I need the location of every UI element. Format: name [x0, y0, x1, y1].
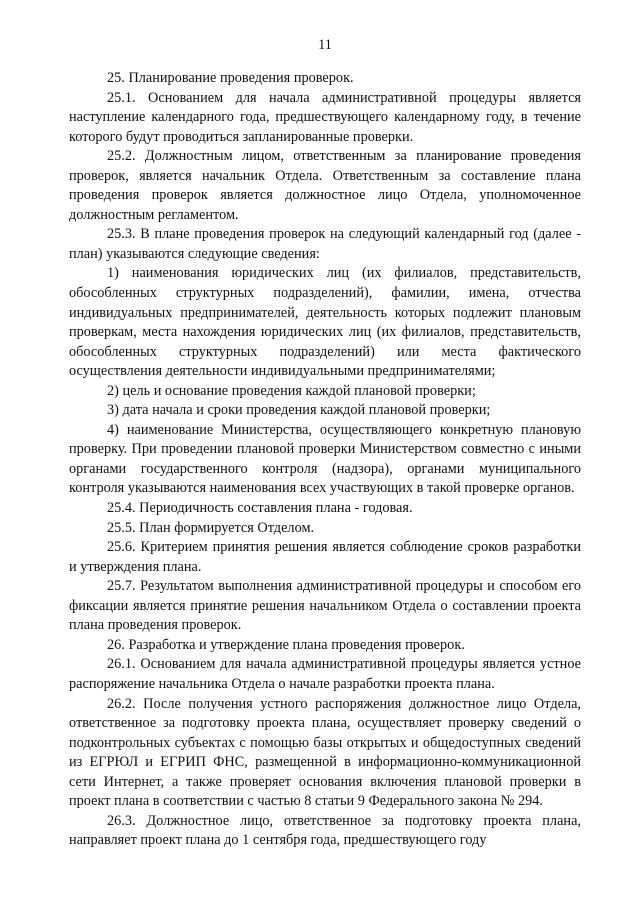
paragraph-25-5: 25.5. План формируется Отделом.: [107, 519, 315, 536]
list-item-3: 3) дата начала и сроки проведения каждой плановой проверки;: [107, 402, 491, 419]
page-number: 11: [318, 37, 332, 53]
document-body: [69, 69, 581, 851]
list-item-2: 2) цель и основание проведения каждой плановой проверки;: [107, 382, 476, 399]
paragraph-25-7: 25.7. Результатом выполнения административной процедуры и способом его фиксации является принятие решения начальником Отдела о составлении проекта плана проведения проверок.: [69, 578, 581, 634]
paragraph-26-3: 26.3. Должностное лицо, ответственное за подготовку проекта плана, направляет проект плана до 1 сентября года, предшествующего году: [69, 812, 581, 849]
list-item-1: 1) наименования юридических лиц (их филиалов, представительств, обособленных структурных подразделений), фамилии, имена, отчества индивидуальных предпринимателей, деятельность которых подлежит плановым проверкам, места нахождения юридических лиц (их филиалов, представительств, обособленных структурных подразделений) или места фактического осуществления деятельности индивидуальными предпринимателями;: [69, 265, 581, 380]
paragraph-25-6: 25.6. Критерием принятия решения является соблюдение сроков разработки и утверждения плана.: [69, 539, 581, 575]
paragraph-25-3: 25.3. В плане проведения проверок на следующий календарный год (далее - план) указываются следующие сведения:: [69, 226, 581, 262]
paragraph-26-1: 26.1. Основанием для начала административной процедуры является устное распоряжение начальника Отдела о начале разработки проекта плана.: [69, 656, 581, 692]
paragraph-26-2: 26.2. После получения устного распоряжения должностное лицо Отдела, ответственное за подготовку проекта плана, осуществляет проверку сведений о подконтрольных субъектах с помощью базы открытых и общедоступных сведений из ЕГРЮЛ и ЕГРИП ФНС, размещенной в информационно-коммуникационной сети Интернет, а также проверяет основания включения плановой проверки в проект плана в соответствии с частью 8 статьи 9 Федерального закона № 294.: [69, 695, 581, 810]
paragraph-25-4: 25.4. Периодичность составления плана - годовая.: [107, 500, 413, 517]
list-item-4: 4) наименование Министерства, осуществляющего конкретную плановую проверку. При проведении плановой проверки Министерством совместно с иными органами государственного контроля (надзора), органами муниципального контроля указываются наименования всех участвующих в такой проверке органов.: [69, 421, 581, 497]
paragraph-26-heading: 26. Разработка и утверждение плана проведения проверок.: [107, 636, 465, 653]
paragraph-25-2: 25.2. Должностным лицом, ответственным за планирование проведения проверок, является начальник Отдела. Ответственным за составление плана проведения проверок является должностное лицо Отдела, уполномоченное должностным регламентом.: [69, 148, 581, 223]
paragraph-25-heading: 25. Планирование проведения проверок.: [107, 70, 354, 86]
paragraph-25-1: 25.1. Основанием для начала административной процедуры является наступление календарного года, предшествующего календарному году, в течение которого будут проводиться запланированные проверки.: [69, 89, 581, 145]
